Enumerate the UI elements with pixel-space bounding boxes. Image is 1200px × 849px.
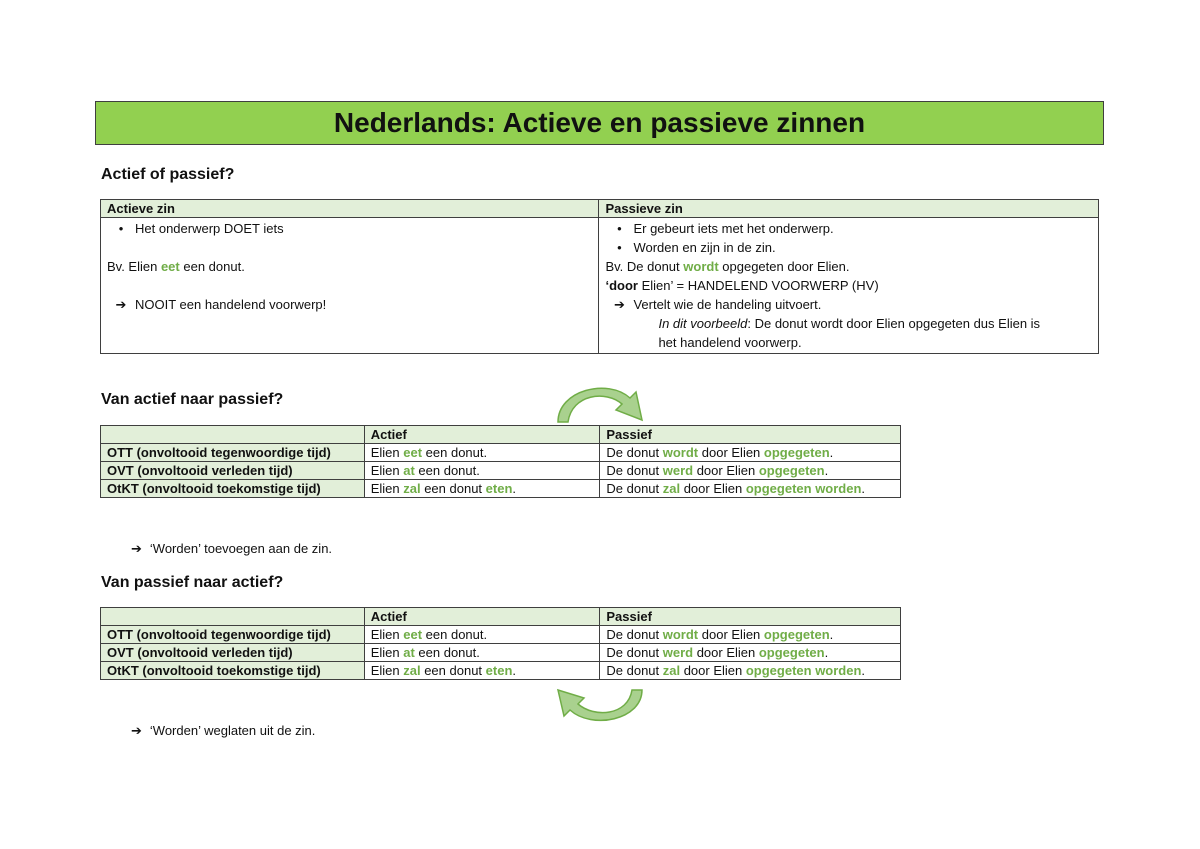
table-row <box>101 662 901 680</box>
active-sentence: Elien zal een donut eten. <box>364 662 600 680</box>
right-arrow-icon: ➔ <box>131 723 142 738</box>
column-header-passief: Passief <box>600 608 901 626</box>
right-arrow-icon: ➔ <box>131 541 142 556</box>
active-bullet-text: Het onderwerp DOET iets <box>135 221 284 236</box>
active-sentence: Elien at een donut. <box>364 644 600 662</box>
note-worden-weglaten <box>131 723 315 739</box>
active-passive-table <box>100 199 1099 354</box>
example-explanation: In dit voorbeeld: De donut wordt door Elien opgegeten dus Elien is <box>658 316 1041 331</box>
table-row <box>101 480 901 498</box>
active-sentence: Elien at een donut. <box>364 462 600 480</box>
table-row <box>101 462 901 480</box>
table-header-row <box>101 608 901 626</box>
column-header-actief: Actief <box>364 426 600 444</box>
curved-arrow-icon <box>548 686 652 726</box>
tense-label: OtKT (onvoltooid toekomstige tijd) <box>101 480 365 498</box>
tense-label: OtKT (onvoltooid toekomstige tijd) <box>101 662 365 680</box>
page-title: Nederlands: Actieve en passieve zinnen <box>95 101 1104 145</box>
passive-arrow-text: Vertelt wie de handeling uitvoert. <box>633 297 822 312</box>
table-row <box>101 444 901 462</box>
passief-naar-actief-table <box>100 607 901 680</box>
passive-example: Bv. De donut wordt opgegeten door Elien. <box>605 259 850 274</box>
passive-sentence: De donut werd door Elien opgegeten. <box>600 644 901 662</box>
bullet-icon: • <box>617 240 622 255</box>
passive-sentence: De donut zal door Elien opgegeten worden. <box>600 662 901 680</box>
column-header-active: Actieve zin <box>101 200 599 218</box>
empty-header <box>101 608 365 626</box>
note-text: ‘Worden’ toevoegen aan de zin. <box>149 541 333 556</box>
note-worden-toevoegen <box>131 541 332 557</box>
section-heading-passief-naar-actief: Van passief naar actief? <box>101 574 284 591</box>
passive-sentence: De donut wordt door Elien opgegeten. <box>600 626 901 644</box>
actief-naar-passief-table <box>100 425 901 498</box>
example-explanation-cont: het handelend voorwerp. <box>658 335 802 350</box>
table-header-row <box>101 426 901 444</box>
column-header-passief: Passief <box>600 426 901 444</box>
active-cell <box>101 218 599 354</box>
column-header-passive: Passieve zin <box>599 200 1099 218</box>
passive-sentence: De donut zal door Elien opgegeten worden. <box>600 480 901 498</box>
section-heading-actief-naar-passief: Van actief naar passief? <box>101 391 284 408</box>
active-arrow-text: NOOIT een handelend voorwerp! <box>135 297 327 312</box>
bullet-icon: • <box>118 221 124 236</box>
tense-label: OVT (onvoltooid verleden tijd) <box>101 462 365 480</box>
table-row <box>101 626 901 644</box>
column-header-actief: Actief <box>364 608 600 626</box>
note-text: ‘Worden’ weglaten uit de zin. <box>149 723 316 738</box>
passive-cell <box>599 218 1099 354</box>
section-heading-actief-of-passief: Actief of passief? <box>101 166 235 183</box>
active-sentence: Elien eet een donut. <box>364 626 600 644</box>
passive-bullet-text: Worden en zijn in de zin. <box>633 240 776 255</box>
table-row <box>101 218 1099 354</box>
active-example: Bv. Elien eet een donut. <box>107 259 245 274</box>
bullet-icon: • <box>617 221 622 236</box>
tense-label: OTT (onvoltooid tegenwoordige tijd) <box>101 626 365 644</box>
tense-label: OVT (onvoltooid verleden tijd) <box>101 644 365 662</box>
active-sentence: Elien zal een donut eten. <box>364 480 600 498</box>
right-arrow-icon: ➔ <box>115 297 127 312</box>
active-sentence: Elien eet een donut. <box>364 444 600 462</box>
empty-header <box>101 426 365 444</box>
tense-label: OTT (onvoltooid tegenwoordige tijd) <box>101 444 365 462</box>
passive-bullet-text: Er gebeurt iets met het onderwerp. <box>633 221 834 236</box>
passive-sentence: De donut wordt door Elien opgegeten. <box>600 444 901 462</box>
curved-arrow-icon <box>548 380 652 426</box>
table-row <box>101 644 901 662</box>
passive-sentence: De donut werd door Elien opgegeten. <box>600 462 901 480</box>
table-header-row <box>101 200 1099 218</box>
door-definition: ‘door Elien’ = HANDELEND VOORWERP (HV) <box>605 278 879 293</box>
right-arrow-icon: ➔ <box>614 297 625 312</box>
